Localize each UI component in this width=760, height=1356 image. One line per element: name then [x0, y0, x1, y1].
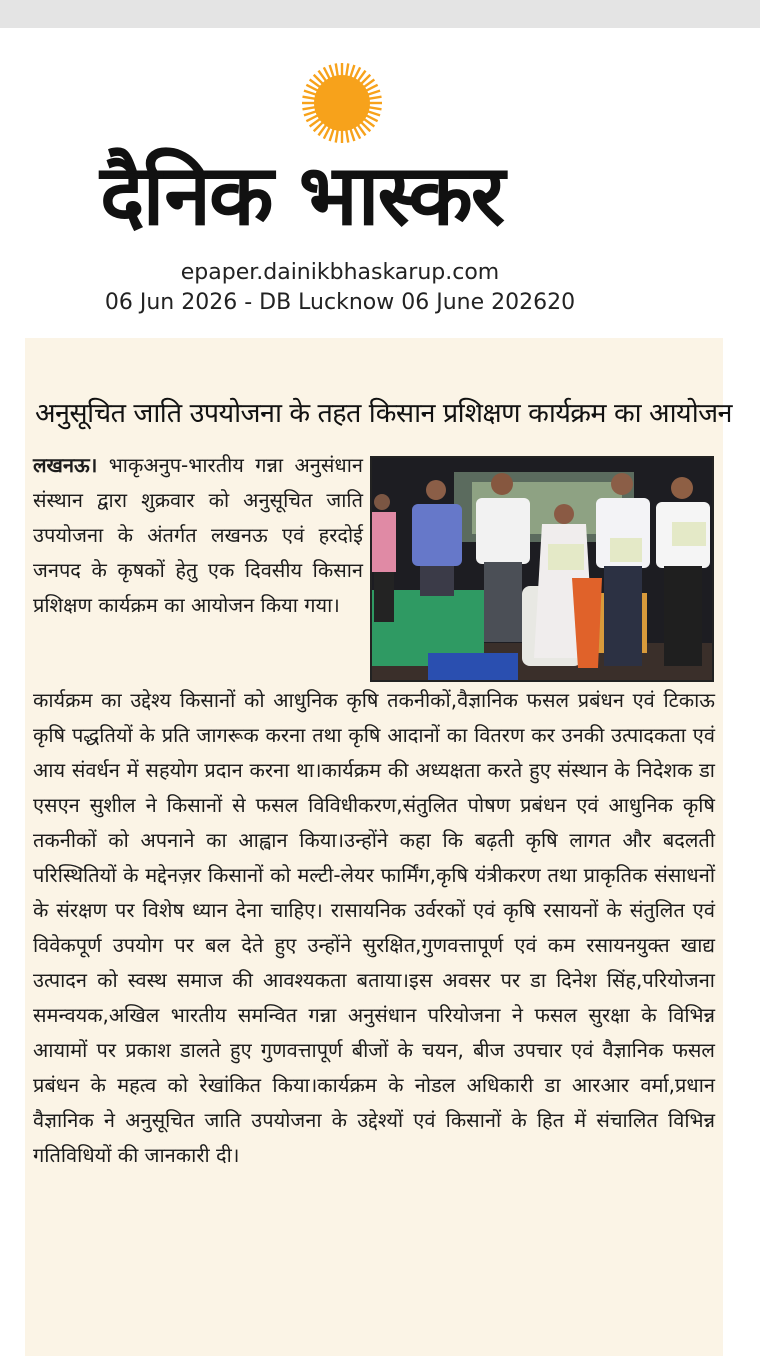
sun-ray [367, 91, 380, 95]
sun-logo-icon [301, 62, 383, 144]
edition-line: 06 Jun 2026 - DB Lucknow 06 June 202620 [104, 290, 576, 315]
person-1 [372, 494, 396, 622]
sun-core [314, 75, 370, 131]
article-lead-text: भाकृअनुप-भारतीय गन्ना अनुसंधान संस्थान द्वारा शुक्रवार को अनुसूचित जाति उपयोजना के अंतर्गत लखनऊ एवं हरदोई जनपद के कृषकों हेतु एक दिवसीय किसान प्रशिक्षण कार्यक्रम का आयोजन किया गया। [33, 453, 363, 617]
sun-ray [304, 111, 317, 115]
person-5 [596, 473, 650, 666]
article-lead [33, 448, 363, 623]
source-url[interactable]: epaper.dainikbhaskarup.com [180, 260, 500, 285]
sun-ray [368, 107, 382, 109]
sun-ray [304, 91, 317, 95]
source-info [0, 258, 680, 318]
masthead-title[interactable]: दैनिक भास्कर [100, 146, 504, 244]
sun-ray [350, 65, 354, 78]
event-photo-illustration [372, 458, 712, 680]
sun-ray [302, 107, 316, 109]
article-photo[interactable] [370, 456, 714, 682]
sun-ray [302, 97, 316, 99]
news-clipping [25, 338, 732, 1356]
article-headline: अनुसूचित जाति उपयोजना के तहत किसान प्रशिक्षण कार्यक्रम का आयोजन [35, 398, 732, 429]
person-6 [656, 477, 710, 666]
browser-top-bar [0, 0, 760, 28]
sun-ray [368, 97, 382, 99]
sun-ray [330, 65, 334, 78]
person-3 [476, 473, 530, 642]
article-dateline: लखनऊ। [33, 453, 98, 477]
article-body: कार्यक्रम का उद्देश्य किसानों को आधुनिक कृषि तकनीकों,वैज्ञानिक फसल प्रबंधन एवं टिकाऊ कृषि पद्धतियों के प्रति जागरूक करना तथा कृषि आदानों का वितरण कर उनकी उत्पादकता एवं आय संवर्धन में सहयोग प्रदान करना था।कार्यक्रम की अध्यक्षता करते हुए संस्थान के निदेशक डा एसएन सुशील ने किसानों से फसल विविधीकरण,संतुलित पोषण प्रबंधन एवं आधुनिक कृषि तकनीकों को अपनाने का आह्वान किया।उन्होंने कहा कि बढ़ती कृषि लागत और बदलती परिस्थितियों के मद्देनज़र किसानों को मल्टी-लेयर फार्मिंग,कृषि यंत्रीकरण तथा प्राकृतिक संसाधनों के संरक्षण पर विशेष ध्यान देना चाहिए। रासायनिक उर्वरकों एवं कृषि रसायनों के संतुलित एवं विवेकपूर्ण उपयोग पर बल देते हुए उन्होंने सुरक्षित,गुणवत्तापूर्ण एवं कम रसायनयुक्त खाद्य उत्पादन को स्वस्थ समाज की आवश्यकता बताया।इस अवसर पर डा दिनेश सिंह,परियोजना समन्वयक,अखिल भारतीय समन्वित गन्ना अनुसंधान परियोजना ने फसल सुरक्षा के विभिन्न आयामों पर प्रकाश डालते हुए गुणवत्तापूर्ण बीजों के चयन, बीज उपचार एवं वैज्ञानिक फसल प्रबंधन के महत्व को रेखांकित किया।कार्यक्रम के नोडल अधिकारी डा आरआर वर्मा,प्रधान वैज्ञानिक ने अनुसूचित जाति उपयोजना के उद्देश्यों एवं किसानों के हित में संचालित विभिन्न गतिविधियों की जानकारी दी। [33, 688, 715, 1167]
sun-ray [336, 63, 338, 77]
sun-ray [367, 111, 380, 115]
sun-ray [346, 63, 348, 77]
